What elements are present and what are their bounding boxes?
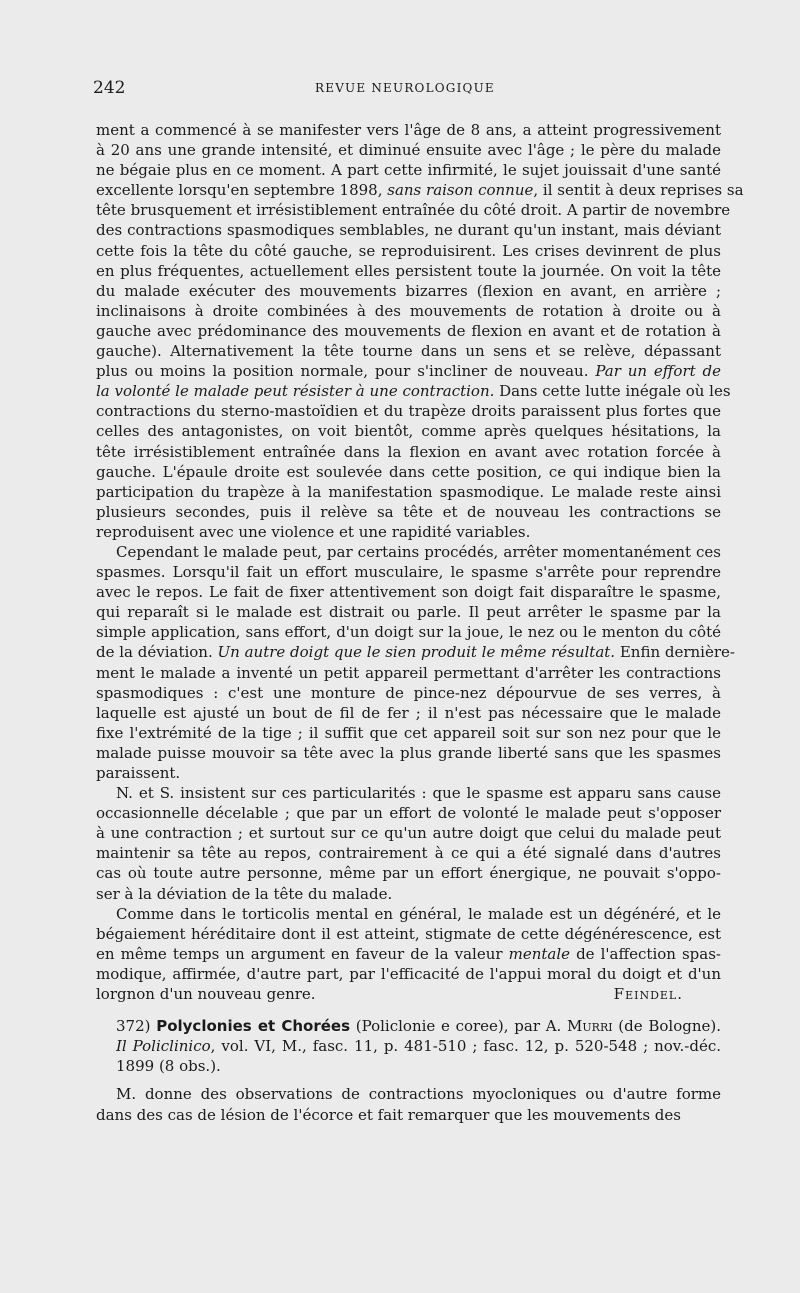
- text-line: N. et S. insistent sur ces particularités : que le spasme est apparu sans cause: [116, 784, 721, 803]
- text-line: participation du trapèze à la manifestation spasmodique. Le malade reste ainsi: [96, 482, 721, 501]
- text-line: ment a commencé à se manifester vers l'âge de 8 ans, a atteint progressivement: [96, 121, 721, 139]
- text-line: bégaiement héréditaire dont il est atteint, stigmate de cette dégénérescence, est: [96, 924, 721, 943]
- paragraph-3: [96, 783, 721, 904]
- text-line: spasmodiques : c'est une monture de pince-nez dépourvue de ses verres, à: [96, 683, 721, 702]
- italic-text: la volonté le malade peut résister à une contraction.: [96, 382, 495, 401]
- entry-year: 1899 (8 obs.).: [116, 1057, 221, 1076]
- text-segment: en même temps un argument en faveur de la valeur: [96, 944, 509, 963]
- entry-subtitle: (Policlonie e coree), par A.: [350, 1017, 568, 1036]
- text-line: maintenir sa tête au repos, contrairement à ce qui a été signalé dans d'autres: [96, 844, 721, 863]
- text-line: tête irrésistiblement entraînée dans la flexion en avant avec rotation forcée à: [96, 442, 721, 461]
- paragraph-1: [96, 120, 744, 542]
- text-line: à 20 ans une grande intensité, et diminué ensuite avec l'âge ; le père du malade: [96, 141, 721, 160]
- text-segment: excellente lorsqu'en septembre 1898,: [96, 181, 388, 200]
- text-line: avec le repos. Le fait de fixer attentivement son doigt fait disparaître le spasme,: [96, 583, 721, 602]
- entry-title: Polyclonies et Chorées: [156, 1017, 351, 1036]
- text-line: celles des antagonistes, on voit bientôt, comme après quelques hésitations, la: [96, 422, 721, 441]
- text-line: inclinaisons à droite combinées à des mouvements de rotation à droite ou à: [96, 301, 721, 320]
- italic-text: Par un effort de: [595, 362, 721, 381]
- body-text: [96, 120, 744, 1125]
- text-line: spasmes. Lorsqu'il fait un effort musculaire, le spasme s'arrête pour reprendre: [96, 563, 721, 582]
- text-line: contractions du sterno-mastoïdien et du trapèze droits paraissent plus fortes que: [96, 402, 721, 421]
- text-line: occasionnelle décelable ; que par un effort de volonté le malade peut s'opposer: [96, 804, 721, 823]
- text-line: [96, 642, 735, 662]
- text-line: du malade exécuter des mouvements bizarres (flexion en avant, en arrière ;: [96, 281, 721, 300]
- text-line: ment le malade a inventé un petit appareil permettant d'arrêter les contractions: [96, 663, 721, 682]
- text-segment: plus ou moins la position normale, pour s'incliner de nouveau.: [96, 362, 596, 381]
- text-line: paraissent.: [96, 764, 181, 782]
- text-line: Comme dans le torticolis mental en général, le malade est un dégénéré, et le: [116, 904, 721, 923]
- text-line: en plus fréquentes, actuellement elles persistent toute la journée. On voit la tête: [96, 261, 721, 280]
- entry-author: Murri: [567, 1017, 613, 1036]
- text-line: ne bégaie plus en ce moment. A part cette infirmité, le sujet jouissait d'une santé: [96, 161, 721, 180]
- running-head: [93, 78, 718, 100]
- text-segment: Enfin dernière-: [615, 643, 735, 662]
- text-segment: de l'affection spas-: [570, 944, 721, 963]
- text-line: laquelle est ajusté un bout de fil de fer ; il n'est pas nécessaire que le malade: [96, 703, 721, 722]
- text-line: tête brusquement et irrésistiblement entraînée du côté droit. A partir de novembre: [96, 201, 731, 220]
- text-line: gauche). Alternativement la tête tourne dans un sens et se relève, dépassant: [96, 342, 721, 361]
- text-line: reproduisent avec une violence et une rapidité variables.: [96, 522, 531, 541]
- text-line: cette fois la tête du côté gauche, se reproduisirent. Les crises devinrent de plus: [96, 241, 721, 260]
- entry-citation: , vol. VI, M., fasc. 11, p. 481-510 ; fasc. 12, p. 520-548 ; nov.-déc.: [210, 1037, 721, 1056]
- text-line: plusieurs secondes, puis il relève sa tête et de nouveau les contractions se: [96, 502, 721, 521]
- text-line: des contractions spasmodiques semblables, ne durant qu'un instant, mais déviant: [96, 221, 721, 240]
- paragraph-5: [96, 1084, 721, 1124]
- text-line: lorgnon d'un nouveau genre. Feindel.: [96, 985, 683, 1004]
- text-line: gauche. L'épaule droite est soulevée dans cette position, ce qui indique bien la: [96, 462, 721, 481]
- text-line: dans des cas de lésion de l'écorce et fait remarquer que les mouvements des: [96, 1105, 681, 1124]
- italic-text: sans raison connue: [387, 181, 534, 200]
- text-line: gauche avec prédominance des mouvements de flexion en avant et de rotation à: [96, 321, 721, 340]
- text-line: Cependant le malade peut, par certains procédés, arrêter momentanément ces: [116, 542, 721, 561]
- italic-text: Un autre doigt que le sien produit le même résultat.: [217, 643, 616, 662]
- text-line: à une contraction ; et surtout sur ce qu'un autre doigt que celui du malade peut: [96, 824, 721, 843]
- entry-location: (de Bologne).: [612, 1017, 721, 1036]
- italic-text: mentale: [508, 944, 571, 963]
- text-line: [96, 381, 731, 401]
- text-line: simple application, sans effort, d'un doigt sur la joue, le nez ou le menton du côté: [96, 623, 721, 642]
- entry-journal: Il Policlinico: [116, 1037, 211, 1056]
- text-line: cas où toute autre personne, même par un effort énergique, ne pouvait s'oppo-: [96, 864, 721, 883]
- paragraph-2: [96, 542, 735, 783]
- text-line: [96, 180, 744, 200]
- text-line: [96, 944, 721, 964]
- paragraph-4: [96, 904, 721, 1004]
- text-line: modique, affirmée, d'autre part, par l'efficacité de l'appui moral du doigt et d'un: [96, 964, 721, 983]
- text-segment: de la déviation.: [96, 643, 218, 662]
- text-line: M. donne des observations de contractions myocloniques ou d'autre forme: [116, 1085, 721, 1104]
- text-line: malade puisse mouvoir sa tête avec la plus grande liberté sans que les spasmes: [96, 743, 721, 762]
- page-number: 242: [93, 78, 126, 98]
- text-segment: Dans cette lutte inégale où les: [494, 382, 731, 401]
- journal-title: REVUE NEUROLOGIQUE: [315, 81, 495, 95]
- author-signature: Feindel.: [613, 985, 683, 1004]
- text-line: qui reparaît si le malade est distrait ou parle. Il peut arrêter le spasme par la: [96, 603, 721, 622]
- text-line: fixe l'extrémité de la tige ; il suffit que cet appareil soit sur son nez pour que le: [96, 723, 721, 742]
- bibliography-entry-372: [96, 1016, 721, 1076]
- text-line: ser à la déviation de la tête du malade.: [96, 884, 393, 903]
- text-segment: , il sentit à deux reprises sa: [533, 181, 744, 200]
- entry-number: 372): [116, 1017, 151, 1036]
- text-line: [96, 361, 721, 381]
